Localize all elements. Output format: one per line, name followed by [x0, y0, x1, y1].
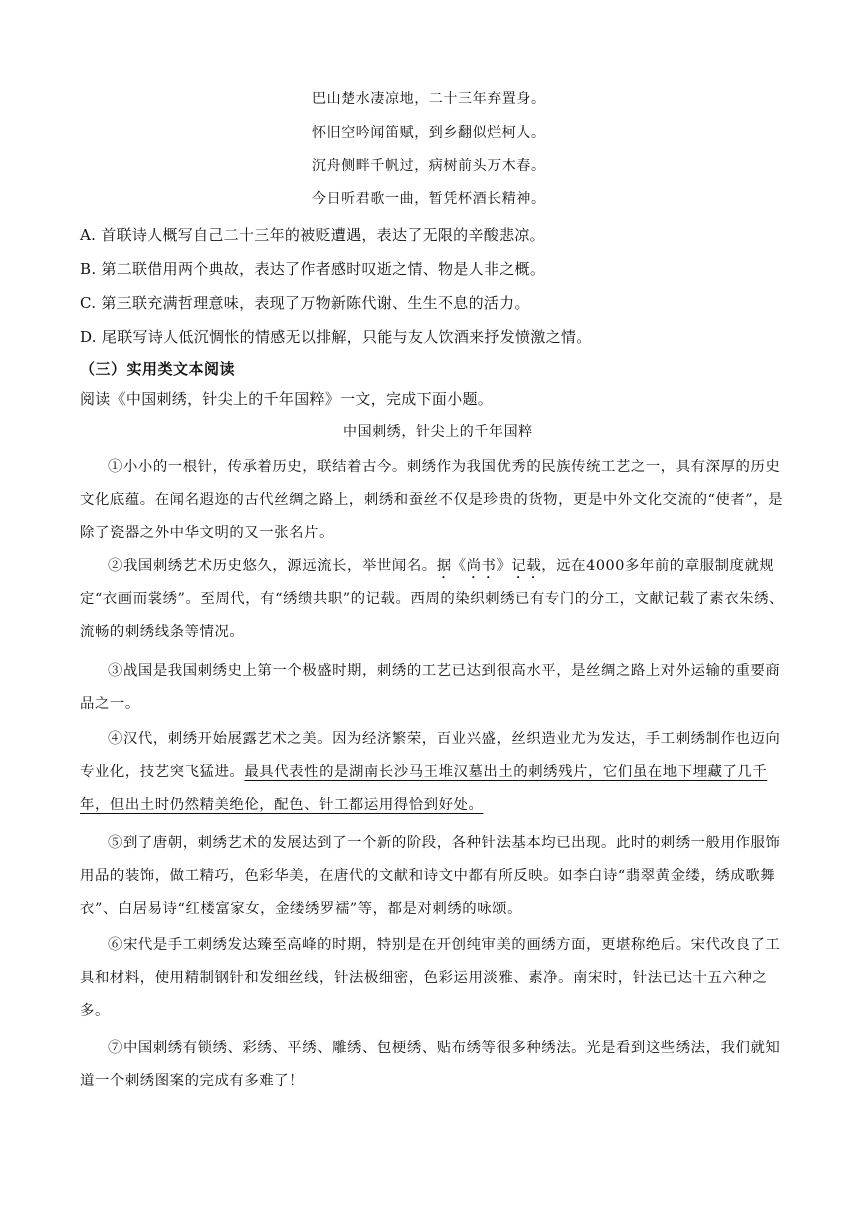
option-d: D. 尾联写诗人低沉惆怅的情感无以排解，只能与友人饮酒来抒发愤激之情。	[80, 328, 592, 346]
paragraph-7: ⑦中国刺绣有锁绣、彩绣、平绣、雕绣、包梗绣、贴布绣等很多种绣法。光是看到这些绣法，我们就知道一个刺绣图案的完成有多难了！	[80, 1040, 781, 1089]
paragraph-2-text-b: ，远在4000多年前的章服制度就规定“衣画而裳绣”。至周代，有“绣缋共职”的记载。西周的染织刺绣已有专门的分工，文献记载了素衣朱绣、流畅的刺绣线条等情况。	[80, 558, 784, 640]
paragraph-6: ⑥宋代是手工刺绣发达臻至高峰的时期，特别是在开创纯审美的画绣方面，更堪称绝后。宋代改良了工具和材料，使用精制钢针和发细丝线，针法极细密，色彩运用淡雅、素净。南宋时，针法已达十五六种之多。	[80, 937, 781, 1019]
section-title: （三）实用类文本阅读	[80, 360, 236, 378]
paragraph-2	[80, 550, 790, 649]
paragraph-4	[80, 723, 790, 822]
article-title: 中国刺绣，针尖上的千年国粹	[343, 424, 533, 440]
poem-line-2: 怀旧空吟闻笛赋，到乡翻似烂柯人。	[312, 125, 546, 141]
option-b: B. 第二联借用两个典故，表达了作者感时叹逝之情、物是人非之概。	[80, 260, 546, 278]
paragraph-4-underlined-text: 最具代表性的是湖南长沙马王堆汉墓出土的刺绣残片，它们虽在地下埋藏了几千年，但出土时仍然精美绝伦，配色、针工都运用得恰到好处。	[80, 764, 768, 813]
paragraph-1: ①小小的一根针，传承着历史，联结着古今。刺绣作为我国优秀的民族传统工艺之一，具有深厚的历史文化底蕴。在闻名遐迩的古代丝绸之路上，刺绣和蚕丝不仅是珍贵的货物，更是中外文化交流的“使者”，是除了瓷器之外中华文明的又一张名片。	[80, 459, 784, 541]
poem-line-3: 沉舟侧畔千帆过，病树前头万木春。	[312, 158, 546, 174]
paragraph-2-dotted-text: 据《尚书》记载	[436, 558, 542, 574]
poem-line-4: 今日听君歌一曲，暂凭杯酒长精神。	[312, 191, 546, 207]
poem-line-1: 巴山楚水凄凉地，二十三年弃置身。	[312, 91, 546, 107]
paragraph-3: ③战国是我国刺绣史上第一个极盛时期，刺绣的工艺已达到很高水平，是丝绸之路上对外运输的重要商品之一。	[80, 663, 781, 712]
instruction-text: 阅读《中国刺绣，针尖上的千年国粹》一文，完成下面小题。	[80, 390, 494, 408]
option-a: A. 首联诗人概写自己二十三年的被贬遭遇，表达了无限的辛酸悲凉。	[80, 226, 545, 244]
paragraph-5: ⑤到了唐朝，刺绣艺术的发展达到了一个新的阶段，各种针法基本均已出现。此时的刺绣一般用作服饰用品的装饰，做工精巧，色彩华美，在唐代的文献和诗文中都有所反映。如李白诗“翡翠黄金缕，绣成歌舞衣”、白居易诗“红楼富家女，金缕绣罗襦”等，都是对刺绣的咏颂。	[80, 835, 781, 917]
option-c: C. 第三联充满哲理意味，表现了万物新陈代谢、生生不息的活力。	[80, 294, 530, 312]
paragraph-4-text: ④汉代，刺绣开始展露艺术之美。因为经济繁荣，百业兴盛，丝织造业尤为发达，手工刺绣制作也迈向专业化，技艺突飞猛进。	[80, 731, 781, 780]
paragraph-2-text-a: ②我国刺绣艺术历史悠久，源远流长，举世闻名。	[108, 558, 437, 574]
